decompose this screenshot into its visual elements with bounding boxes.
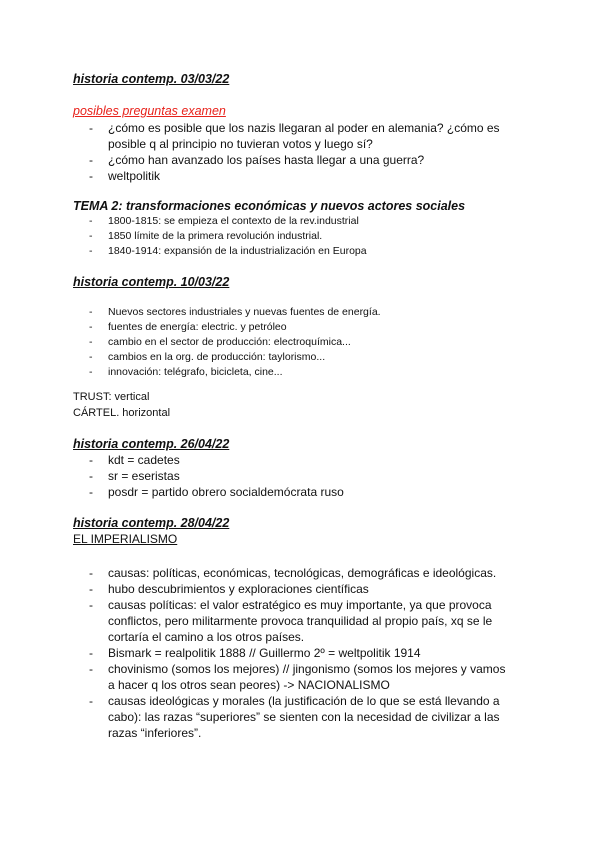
list-item: - 1850 límite de la primera revolución industrial. — [0, 229, 508, 244]
exam-questions-list — [0, 120, 508, 184]
list-item: - innovación: telégrafo, bicicleta, cine... — [0, 365, 508, 380]
section-title-2604: historia contemp. 26/04/22 — [73, 437, 230, 451]
industry-list — [0, 305, 508, 380]
section-title-0303: historia contemp. 03/03/22 — [73, 72, 230, 86]
list-item: - weltpolitik — [0, 168, 508, 184]
tema2-title: TEMA 2: transformaciones económicas y nuevos actores sociales — [73, 199, 466, 213]
list-item: - 1840-1914: expansión de la industrialización en Europa — [0, 244, 508, 259]
list-item: - kdt = cadetes — [0, 452, 508, 468]
list-item: - Bismark = realpolitik 1888 // Guillermo 2º = weltpolitik 1914 — [0, 645, 508, 661]
list-item: - sr = eseristas — [0, 468, 508, 484]
tema2-list — [0, 214, 508, 259]
exam-questions-label: posibles preguntas examen — [73, 104, 226, 118]
list-item: - causas: políticas, económicas, tecnológicas, demográficas e ideológicas. — [0, 565, 508, 581]
list-item: - causas políticas: el valor estratégico es muy importante, ya que provoca conflictos, pero militarmente provoca tranquilidad al propio país, xq se le cortaría el camino a los otros países. — [0, 597, 508, 645]
list-item: - 1800-1815: se empieza el contexto de la rev.industrial — [0, 214, 508, 229]
parties-list — [0, 452, 508, 500]
trust-note: TRUST: vertical — [73, 391, 150, 403]
cartel-note: CÁRTEL. horizontal — [73, 407, 171, 419]
list-item: - chovinismo (somos los mejores) // jingonismo (somos los mejores y vamos a hacer q los otros sean peores) -> NACIONALISMO — [0, 661, 508, 693]
list-item: - Nuevos sectores industriales y nuevas fuentes de energía. — [0, 305, 508, 320]
list-item: - causas ideológicas y morales (la justificación de lo que se está llevando a cabo): las razas “superiores” se sienten con la necesidad de civilizar a las razas “inferiores”. — [0, 693, 508, 741]
list-item: - ¿cómo es posible que los nazis llegaran al poder en alemania? ¿cómo es posible q al principio no tuvieran votos y luego sí? — [0, 120, 508, 152]
list-item: - ¿cómo han avanzado los países hasta llegar a una guerra? — [0, 152, 508, 168]
list-item: - fuentes de energía: electric. y petróleo — [0, 320, 508, 335]
list-item: - hubo descubrimientos y exploraciones científicas — [0, 581, 508, 597]
section-title-1003: historia contemp. 10/03/22 — [73, 275, 230, 289]
section-title-2804: historia contemp. 28/04/22 — [73, 516, 230, 530]
imperialism-list — [0, 565, 508, 741]
list-item: - cambio en el sector de producción: electroquímica... — [0, 335, 508, 350]
list-item: - cambios en la org. de producción: taylorismo... — [0, 350, 508, 365]
imperialism-title: EL IMPERIALISMO — [73, 532, 178, 546]
list-item: - posdr = partido obrero socialdemócrata ruso — [0, 484, 508, 500]
